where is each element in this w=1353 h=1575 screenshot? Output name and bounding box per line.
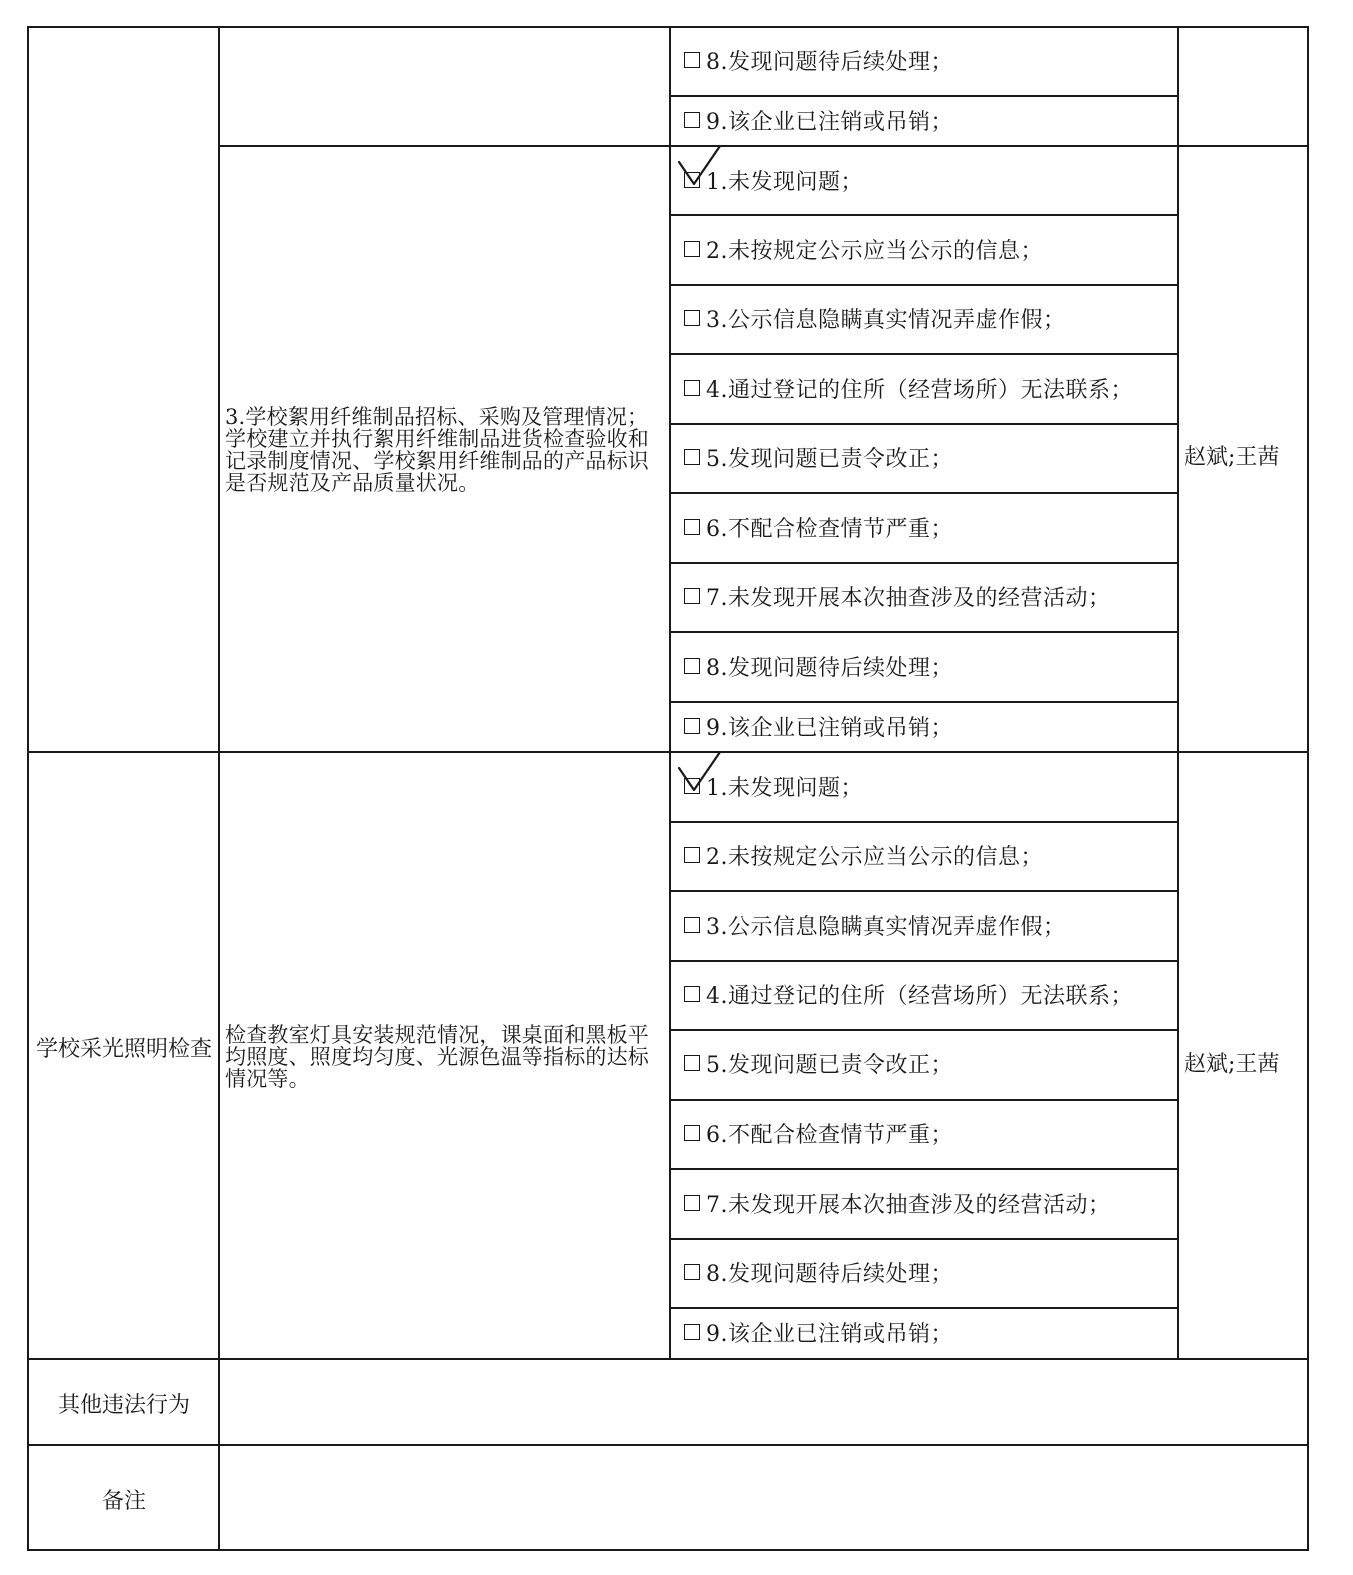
option-label: 8.发现问题待后续处理； (706, 655, 953, 681)
option-item[interactable] (684, 1252, 1174, 1292)
checkbox[interactable] (684, 658, 700, 674)
checkbox[interactable] (684, 847, 700, 863)
option-item[interactable] (684, 576, 1174, 616)
row-line (669, 960, 1179, 962)
inspection-category: 学校采光照明检查 (35, 1037, 212, 1062)
option-label: 8.发现问题待后续处理； (706, 49, 953, 75)
other-violations-value[interactable] (222, 1362, 1304, 1442)
option-item[interactable] (684, 766, 1174, 806)
row-line (669, 1238, 1179, 1240)
section-line (218, 145, 1309, 147)
checkmark-icon (676, 142, 736, 192)
row-line (669, 562, 1179, 564)
table-left-border (27, 26, 29, 1551)
option-label: 9.该企业已注销或吊销； (706, 109, 953, 135)
row-line (669, 890, 1179, 892)
checkbox[interactable] (684, 380, 700, 396)
option-label: 3.公示信息隐瞒真实情况弄虚作假； (706, 307, 1066, 333)
checkbox[interactable] (684, 1324, 700, 1340)
row-line (669, 492, 1179, 494)
checkbox[interactable] (684, 1055, 700, 1071)
checkbox[interactable] (684, 588, 700, 604)
checkbox[interactable] (684, 1125, 700, 1141)
option-item[interactable] (684, 507, 1174, 547)
row-line (669, 1307, 1179, 1309)
table-right-border (1307, 26, 1309, 1551)
option-label: 1.未发现问题； (706, 169, 863, 195)
checkmark-icon (676, 748, 736, 798)
checkbox[interactable] (684, 1195, 700, 1211)
col-sep-description (669, 26, 671, 1360)
option-label: 9.该企业已注销或吊销； (706, 1321, 953, 1347)
row-line (669, 821, 1179, 823)
option-item[interactable] (684, 368, 1174, 408)
option-item[interactable] (684, 100, 1174, 140)
option-item[interactable] (684, 835, 1174, 875)
option-item[interactable] (684, 160, 1174, 200)
checkbox[interactable] (684, 917, 700, 933)
col-sep-category (218, 26, 220, 1551)
option-label: 7.未发现开展本次抽查涉及的经营活动； (706, 585, 1111, 611)
option-item[interactable] (684, 298, 1174, 338)
option-label: 5.发现问题已责令改正； (706, 1052, 953, 1078)
option-label: 4.通过登记的住所（经营场所）无法联系； (706, 983, 1133, 1009)
option-item[interactable] (684, 706, 1174, 746)
option-label: 9.该企业已注销或吊销； (706, 715, 953, 741)
section-line (27, 1358, 1309, 1360)
section-line (27, 751, 1309, 753)
option-item[interactable] (684, 646, 1174, 686)
option-label: 8.发现问题待后续处理； (706, 1261, 953, 1287)
row-line (669, 1099, 1179, 1101)
option-label: 5.发现问题已责令改正； (706, 446, 953, 472)
remarks-value[interactable] (222, 1448, 1304, 1546)
option-item[interactable] (684, 905, 1174, 945)
checkbox[interactable] (684, 986, 700, 1002)
inspection-description: 检查教室灯具安装规范情况，课桌面和黑板平均照度、照度均匀度、光源色温等指标的达标情况等。 (225, 1023, 649, 1091)
checkbox[interactable] (684, 52, 700, 68)
checkbox[interactable] (684, 449, 700, 465)
col-sep-options (1177, 26, 1179, 1360)
option-item[interactable] (684, 1312, 1174, 1352)
row-line (669, 214, 1179, 216)
checkbox[interactable] (684, 112, 700, 128)
row-line (669, 284, 1179, 286)
option-label: 1.未发现问题； (706, 775, 863, 801)
option-label: 6.不配合检查情节严重； (706, 1122, 953, 1148)
checkbox[interactable] (684, 718, 700, 734)
row-line (669, 423, 1179, 425)
option-label: 7.未发现开展本次抽查涉及的经营活动； (706, 1192, 1111, 1218)
option-label: 6.不配合检查情节严重； (706, 516, 953, 542)
checkbox[interactable] (684, 1264, 700, 1280)
option-item[interactable] (684, 229, 1174, 269)
option-label: 2.未按规定公示应当公示的信息； (706, 238, 1043, 264)
option-label: 3.公示信息隐瞒真实情况弄虚作假； (706, 914, 1066, 940)
option-item[interactable] (684, 974, 1174, 1014)
option-label: 4.通过登记的住所（经营场所）无法联系； (706, 377, 1133, 403)
row-line (669, 701, 1179, 703)
option-item[interactable] (684, 437, 1174, 477)
inspectors: 赵斌;王茜 (1184, 1052, 1280, 1077)
inspection-description: 3.学校絮用纤维制品招标、采购及管理情况；学校建立并执行絮用纤维制品进货检查验收和记录制度情况、学校絮用纤维制品的产品标识是否规范及产品质量状况。 (225, 405, 649, 495)
checkbox[interactable] (684, 519, 700, 535)
option-item[interactable] (684, 1043, 1174, 1083)
option-item[interactable] (684, 1183, 1174, 1223)
checkbox[interactable] (684, 310, 700, 326)
row-line (669, 353, 1179, 355)
option-label: 2.未按规定公示应当公示的信息； (706, 844, 1043, 870)
row-line (669, 95, 1179, 97)
inspectors: 赵斌;王茜 (1184, 445, 1280, 470)
remarks-label: 备注 (101, 1489, 146, 1514)
option-item[interactable] (684, 1113, 1174, 1153)
row-line (669, 1029, 1179, 1031)
row-line (669, 631, 1179, 633)
section-line (27, 1444, 1309, 1446)
checkbox[interactable] (684, 241, 700, 257)
row-line (669, 1168, 1179, 1170)
option-item[interactable] (684, 40, 1174, 80)
other-violations-label: 其他违法行为 (57, 1393, 190, 1418)
